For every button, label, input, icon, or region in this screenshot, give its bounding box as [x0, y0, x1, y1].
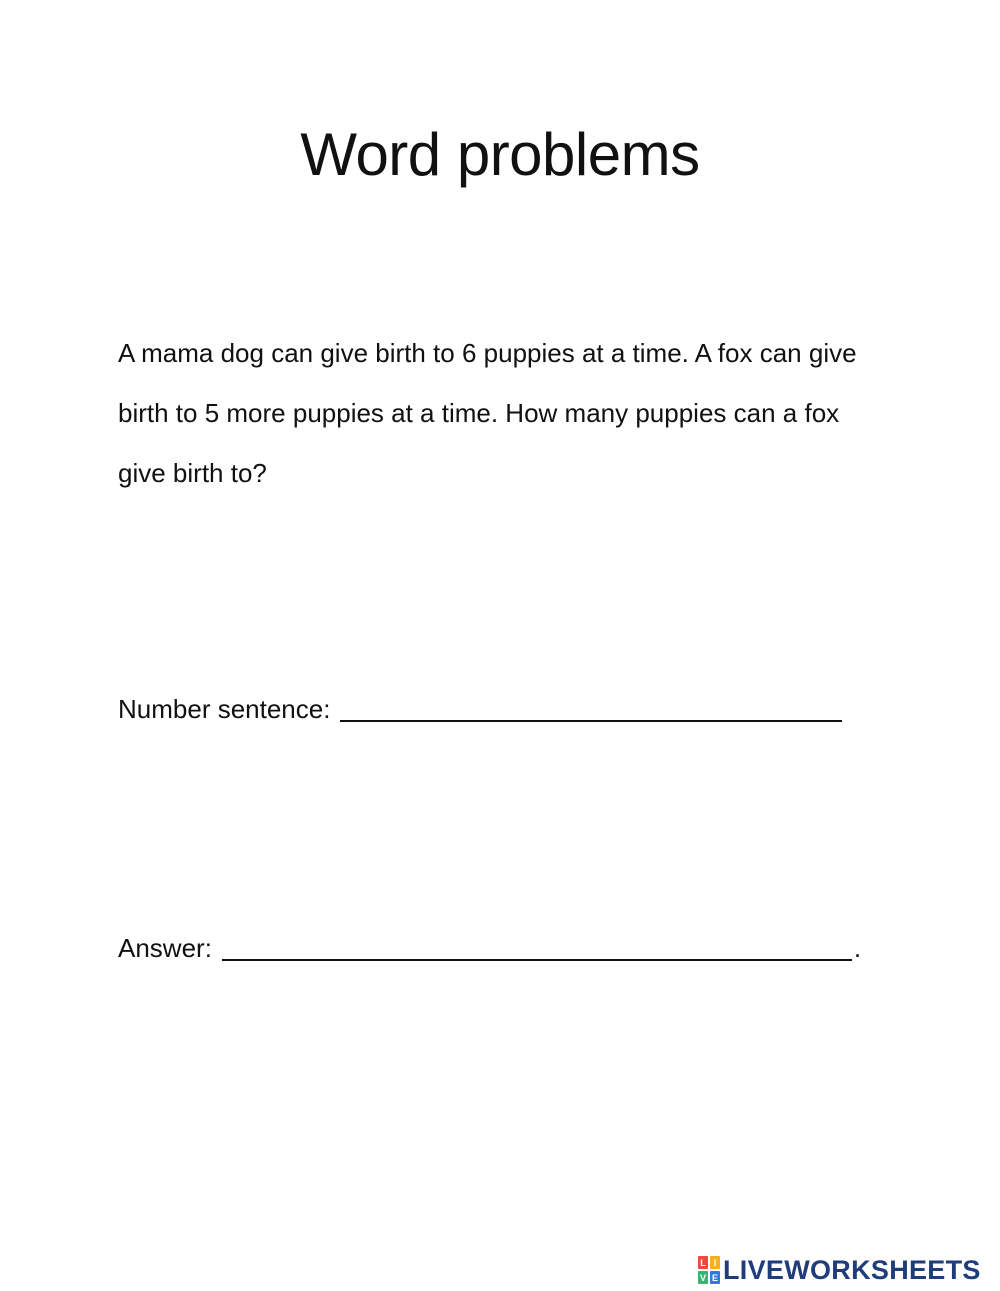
problem-text: A mama dog can give birth to 6 puppies at a time. A fox can give birth to 5 more puppies at a time. How many puppies can a fox give birth to?	[118, 338, 857, 488]
svg-text:I: I	[713, 1258, 717, 1268]
page-title: Word problems	[300, 121, 700, 188]
svg-text:V: V	[699, 1273, 707, 1283]
answer-period: .	[853, 933, 862, 963]
answer-label: Answer:	[118, 933, 212, 963]
answer-blank[interactable]	[222, 933, 852, 961]
liveworksheets-logo	[698, 1254, 981, 1286]
answer-row	[118, 929, 861, 964]
number-sentence-blank[interactable]	[340, 694, 842, 722]
svg-text:L: L	[700, 1258, 706, 1268]
number-sentence-row	[118, 690, 842, 725]
svg-text:E: E	[711, 1273, 719, 1283]
liveworksheets-wordmark: LIVEWORKSHEETS	[723, 1254, 981, 1285]
liveworksheets-mark-icon	[698, 1256, 720, 1284]
number-sentence-label: Number sentence:	[118, 694, 331, 724]
